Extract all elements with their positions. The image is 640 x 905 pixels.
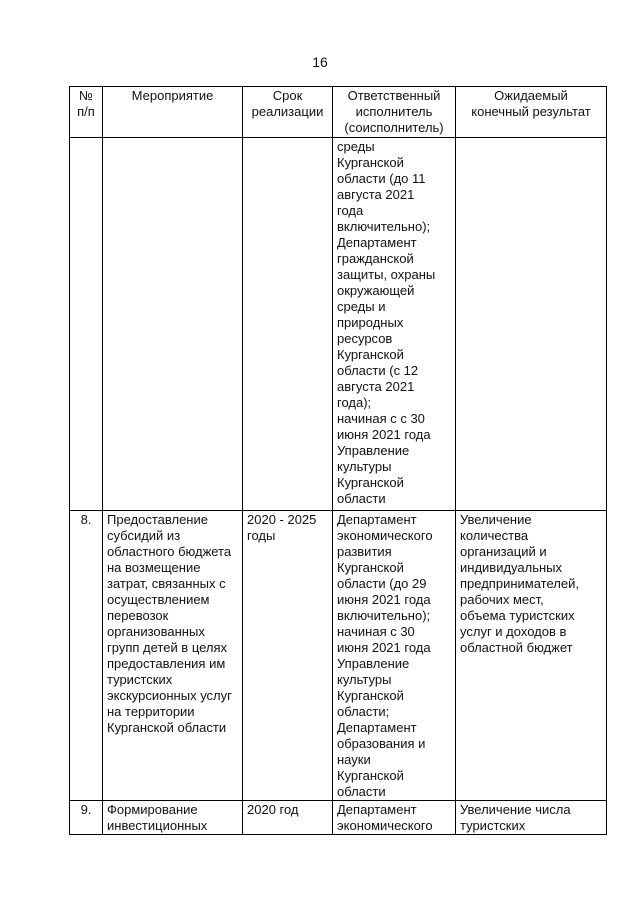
header-result: Ожидаемый конечный результат	[456, 87, 607, 138]
cell-event: Предоставление субсидий из областного бюджета на возмещение затрат, связанных с осуществлением перевозок организованных групп детей в целях предоставления им туристских экскурсионных услуг на территории Курганской области	[103, 511, 243, 801]
cell-result	[456, 138, 607, 511]
header-term: Срок реализации	[243, 87, 333, 138]
table-row	[70, 801, 607, 835]
table-header-row	[70, 87, 607, 138]
cell-term: 2020 - 2025 годы	[243, 511, 333, 801]
cell-event	[103, 138, 243, 511]
header-num: № п/п	[70, 87, 103, 138]
action-plan-table	[69, 86, 607, 835]
header-executor: Ответственный исполнитель (соисполнитель)	[333, 87, 456, 138]
cell-executor: среды Курганской области (до 11 августа 2021 года включительно); Департамент гражданской защиты, охраны окружающей среды и природных ресурсов Курганской области (с 12 августа 2021 года); начиная с с 30 июня 2021 года Управление культуры Курганской области	[333, 138, 456, 511]
cell-term	[243, 138, 333, 511]
cell-num: 8.	[70, 511, 103, 801]
table-row	[70, 511, 607, 801]
page-number: 16	[312, 54, 328, 70]
header-event: Мероприятие	[103, 87, 243, 138]
table-row	[70, 138, 607, 511]
cell-result: Увеличение числа туристских	[456, 801, 607, 835]
cell-executor: Департамент экономического	[333, 801, 456, 835]
cell-term: 2020 год	[243, 801, 333, 835]
cell-executor: Департамент экономического развития Курганской области (до 29 июня 2021 года включительно); начиная с 30 июня 2021 года Управление культуры Курганской области; Департамент образования и науки Курганской области	[333, 511, 456, 801]
cell-result: Увеличение количества организаций и индивидуальных предпринимателей, рабочих мест, объема туристских услуг и доходов в областной бюджет	[456, 511, 607, 801]
cell-event: Формирование инвестиционных	[103, 801, 243, 835]
cell-num	[70, 138, 103, 511]
cell-num: 9.	[70, 801, 103, 835]
